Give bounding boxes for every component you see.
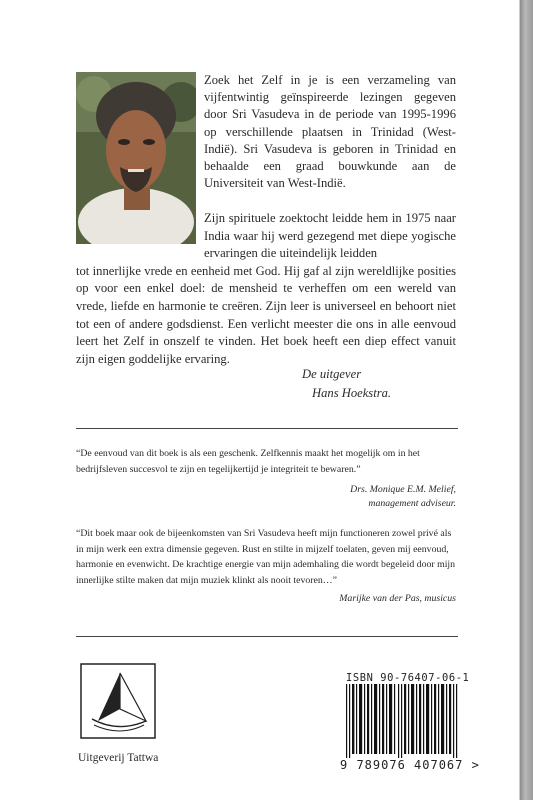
quote-2: [76, 526, 456, 606]
intro-text-2-rest: tot innerlijke vrede en eenheid met God. Hij gaf al zijn wereldlijke posities op voor een enkel doel: de mensheid te verheffen om een wereld van vrede, liefde en harmonie te creëren. Zijn leer is universeel en behoort niet tot een of andere godsdienst. Een verlicht meester die ons in alle eenvoud leert het Zelf in onszelf te vinden. Het boek heeft een diep effect vanuit zijn eigen goddelijke ervaring.: [76, 263, 456, 366]
book-spine-edge: [520, 0, 533, 800]
quote-1: [76, 446, 456, 511]
intro-text-2-lead: Zijn spirituele zoektocht leidde hem in 1975 naar India waar hij werd gezegend met diepe yogische ervaringen die uiteindelijk leidden: [204, 211, 456, 261]
divider-top: [76, 428, 458, 429]
quote-1-text: “De eenvoud van dit boek is als een geschenk. Zelfkennis maakt het mogelijk om in het bedrijfsleven succesvol te zijn en tegelijkertijd je integriteit te bewaren.”: [76, 448, 420, 475]
quote-1-author: Drs. Monique E.M. Melief,: [350, 484, 456, 496]
intro-text-2: [76, 210, 456, 368]
publisher-role: De uitgever: [302, 367, 362, 381]
barcode-icon: [340, 684, 470, 760]
intro-text-1: Zoek het Zelf in je is een verzameling van vijfentwintig geïnspireerde lezingen gegeven door Sri Vasudeva in de periode van 1995-1996 op verschillende plaatsen in Trinidad (West-Indië). Sri Vasudeva is geboren in Trinidad en behaalde een graad bouwkunde aan de Universiteit van West-Indië.: [204, 73, 456, 191]
quote-2-text: “Dit boek maar ook de bijeenkomsten van Sri Vasudeva heeft mijn functioneren zowel privé als in mijn werk een extra dimensie gegeven. Rust en stilte in mijzelf toelaten, geven mij eenvoud, harmonie en evenwicht. De krachtige energie van mijn ademhaling die wordt begeleid door mijn innerlijke stilte maken dat mijn muziek klinkt als nooit tevoren…”: [76, 528, 456, 586]
barcode-digits: 9 789076 407067 >: [340, 758, 480, 772]
divider-bottom: [76, 636, 458, 637]
isbn-label: ISBN 90-76407-06-1: [346, 672, 470, 684]
publisher-name: Uitgeverij Tattwa: [78, 752, 159, 764]
quote-1-role: management adviseur.: [368, 498, 456, 510]
publisher-signature: [302, 365, 391, 403]
triangle-sail-logo-icon: [80, 663, 156, 739]
intro-paragraph-1: [204, 72, 456, 192]
intro-paragraph-2: [76, 210, 456, 368]
publisher-person: Hans Hoekstra.: [312, 386, 392, 400]
quote-2-author: Marijke van der Pas, musicus: [339, 593, 456, 605]
